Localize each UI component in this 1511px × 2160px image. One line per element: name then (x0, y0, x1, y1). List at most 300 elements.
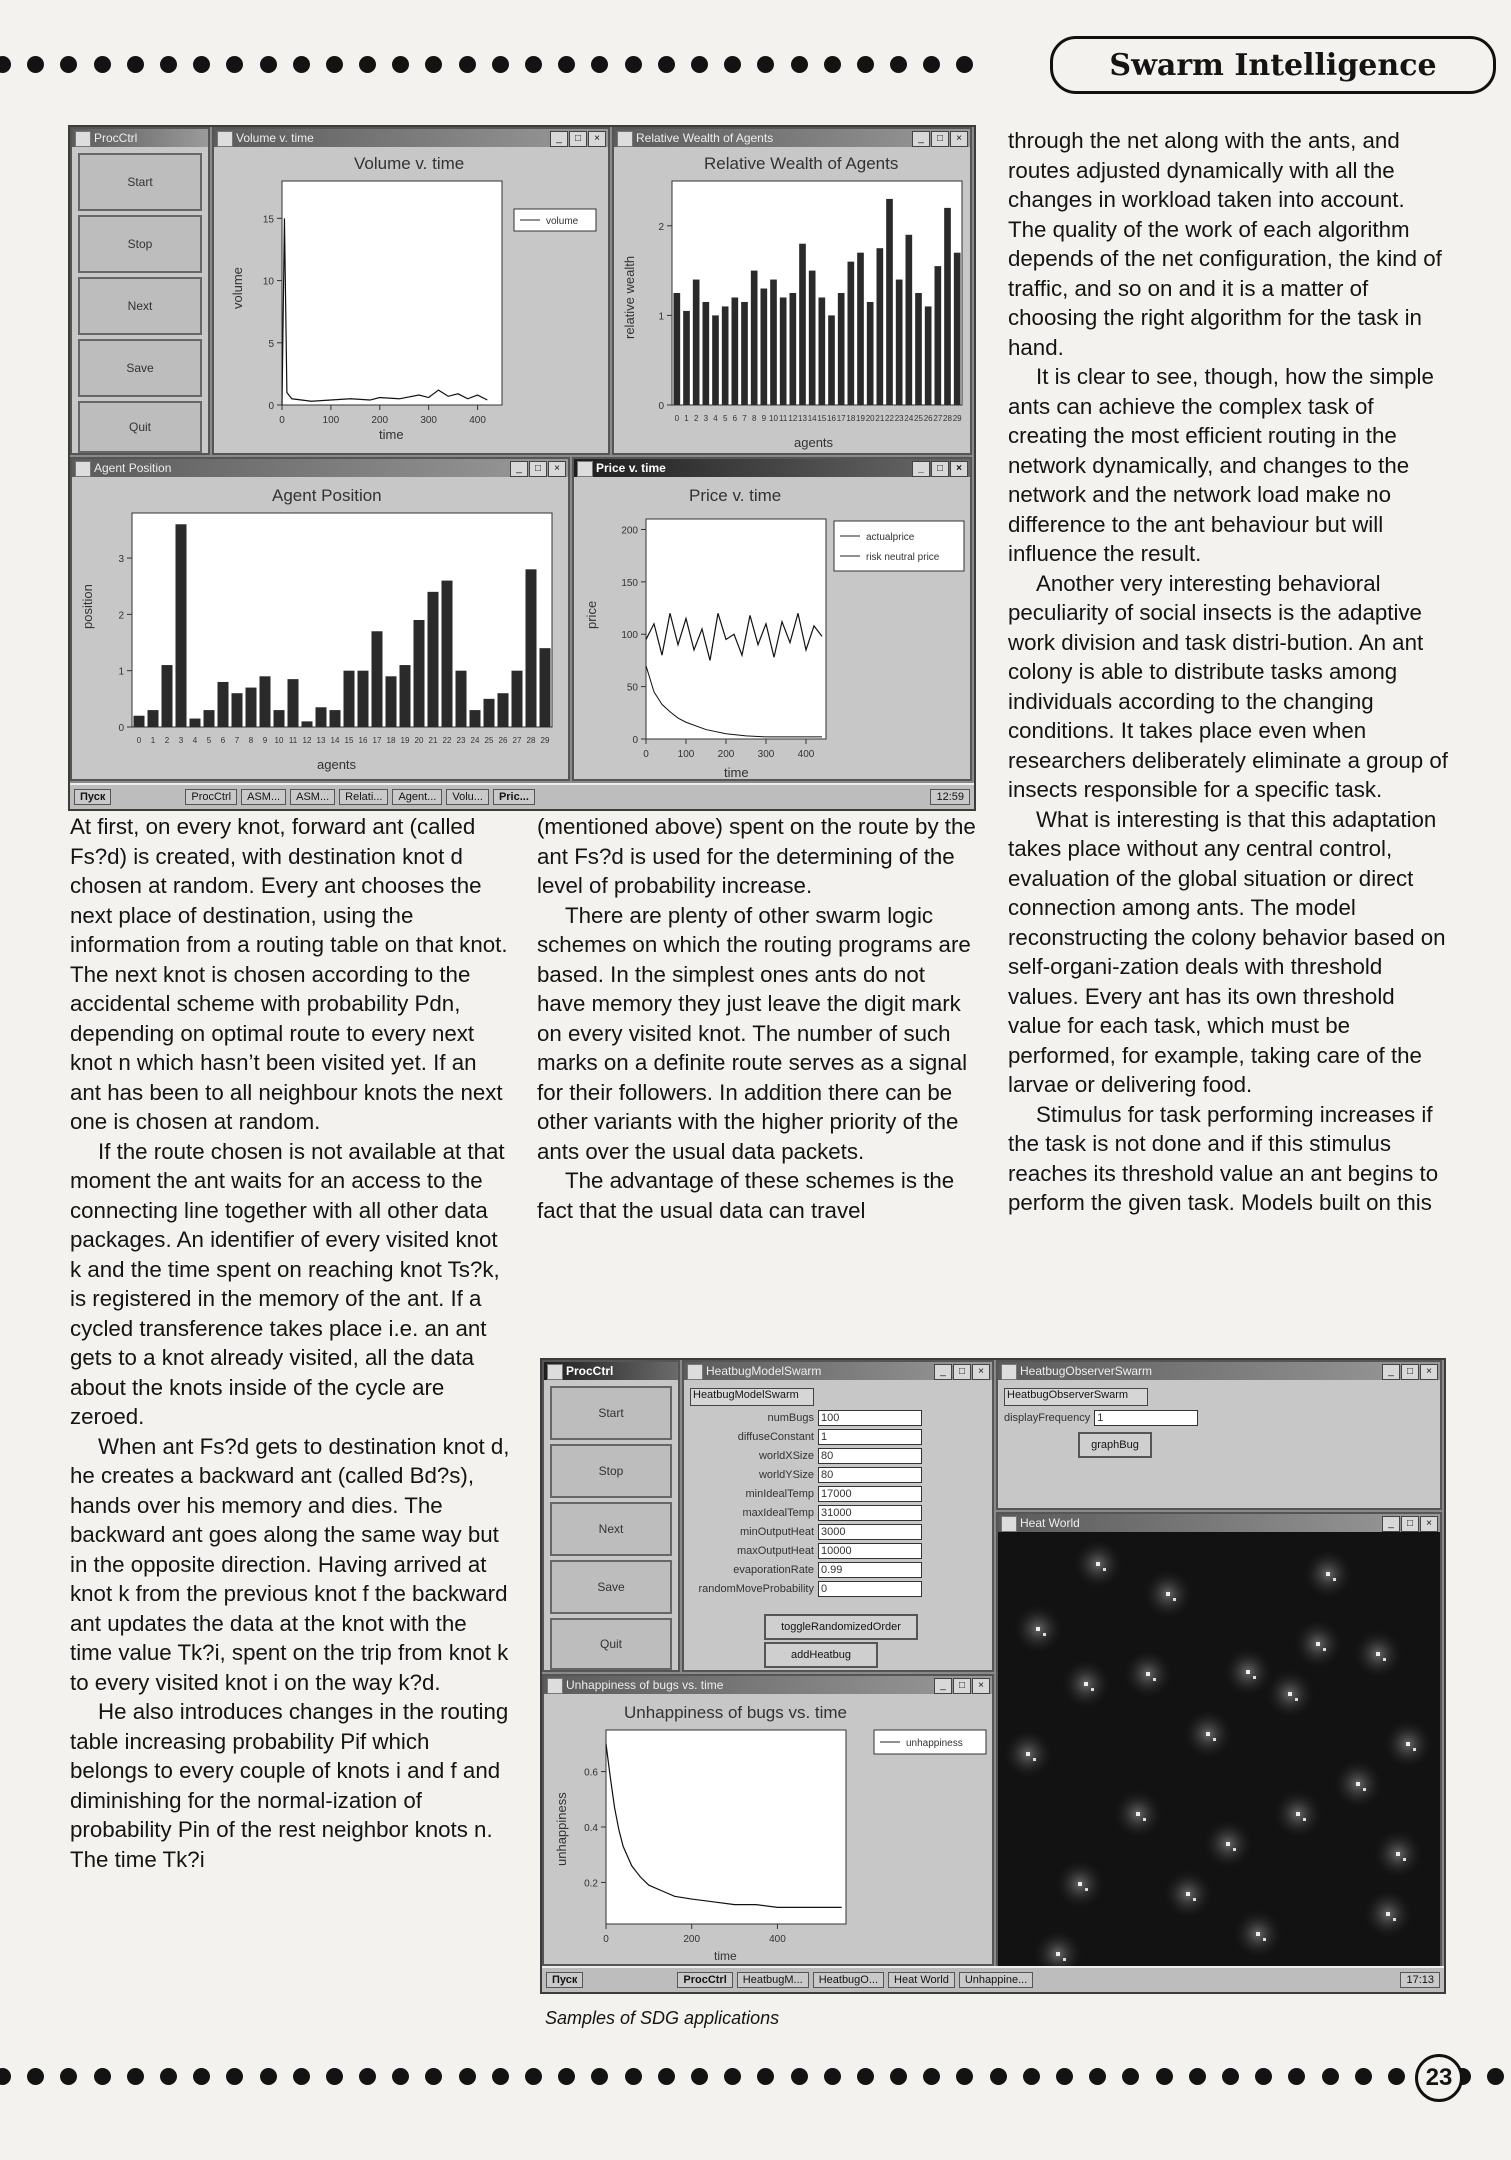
window-title: Agent Position (94, 461, 172, 475)
x-tick-label: 6 (220, 736, 226, 745)
wealth-chart (614, 149, 970, 455)
x-tick-label: 26 (498, 736, 508, 745)
window-title: HeatbugObserverSwarm (1020, 1364, 1153, 1378)
legend-label: risk neutral price (866, 552, 940, 563)
x-tick-label: 6 (732, 414, 738, 423)
field-input[interactable]: 10000 (818, 1543, 922, 1559)
x-tick-label: 16 (827, 414, 836, 423)
heatbug (1136, 1812, 1140, 1816)
heatbug (1153, 1678, 1156, 1681)
decor-dot (724, 56, 741, 73)
taskbar-item[interactable]: ProcCtrl (185, 789, 237, 805)
taskbar-item[interactable]: HeatbugM... (737, 1972, 809, 1988)
bar (386, 676, 397, 727)
heatbug (1288, 1692, 1292, 1696)
window-title: Volume v. time (236, 131, 314, 145)
bar (877, 248, 884, 405)
bar (722, 306, 729, 405)
x-tick-label: 100 (322, 415, 340, 426)
next-button[interactable]: Next (78, 277, 202, 335)
paragraph: It is clear to see, though, how the simple ants can achieve the complex task of creating the most efficient routing in the network dynamically, and changes to the network and the network load make no difference to the ant behaviour but will influence the result. (1008, 364, 1434, 566)
heatbug (1173, 1598, 1176, 1601)
close-icon[interactable]: × (588, 131, 606, 147)
bar (288, 679, 299, 727)
bar (330, 710, 341, 727)
bar (162, 665, 173, 727)
y-tick-label: 200 (621, 525, 638, 537)
minimize-icon[interactable]: _ (1382, 1364, 1400, 1380)
minimize-icon[interactable]: _ (934, 1678, 952, 1694)
y-tick-label: 100 (621, 630, 638, 642)
decor-dot (0, 2068, 11, 2085)
window-title: Heat World (1020, 1516, 1080, 1530)
bar (954, 253, 961, 405)
decor-dot (890, 56, 907, 73)
stop-button[interactable]: Stop (550, 1444, 672, 1498)
window-title: ProcCtrl (566, 1364, 614, 1378)
decor-dot (127, 2068, 144, 2085)
paragraph: through the net along with the ants, and routes adjusted dynamically with all the changes in workload taken into account. The quality of the work of each algorithm depends of the net configuration, the kind of traffic, and so on and it is a matter of choosing the right algorithm for the task in hand. (1008, 128, 1442, 360)
decor-dot (359, 56, 376, 73)
field-input[interactable]: 0 (818, 1581, 922, 1597)
heatbug (1246, 1670, 1250, 1674)
close-icon[interactable]: × (1420, 1516, 1438, 1532)
unhappiness-window (542, 1674, 994, 1966)
x-tick-label: 400 (797, 749, 815, 760)
bar (246, 688, 257, 727)
x-tick-label: 9 (761, 414, 767, 423)
wealth-window (612, 127, 972, 455)
maximize-icon[interactable]: □ (953, 1678, 971, 1694)
maximize-icon[interactable]: □ (931, 131, 949, 147)
x-tick-label: 5 (722, 414, 728, 423)
decor-dot (890, 2068, 907, 2085)
decor-dot (1288, 2068, 1305, 2085)
bar (372, 631, 383, 727)
decor-dot (226, 2068, 243, 2085)
start-button[interactable]: Start (78, 153, 202, 211)
footer-dot-row (0, 2066, 1504, 2086)
bar (190, 719, 201, 727)
window-title: Unhappiness of bugs vs. time (566, 1678, 724, 1692)
heatbug (1085, 1888, 1088, 1891)
bar (498, 693, 509, 727)
field-input[interactable]: 1 (1094, 1410, 1198, 1426)
bar (683, 311, 690, 405)
heatbug (1295, 1698, 1298, 1701)
field-label: randomMoveProbability (698, 1583, 814, 1595)
decor-dot (1255, 2068, 1272, 2085)
taskbar-item[interactable]: Pric... (493, 789, 535, 805)
minimize-icon[interactable]: _ (934, 1364, 952, 1380)
decor-dot (923, 2068, 940, 2085)
y-tick-label: 2 (118, 610, 124, 622)
maximize-icon[interactable]: □ (953, 1364, 971, 1380)
x-tick-label: 19 (400, 736, 410, 745)
x-tick-label: 20 (414, 736, 424, 745)
y-tick-label: 0 (118, 723, 124, 734)
y-tick-label: 50 (626, 682, 638, 694)
minimize-icon[interactable]: _ (912, 461, 930, 477)
decor-dot (459, 2068, 476, 2085)
taskbar-item[interactable]: ASM... (290, 789, 335, 805)
heatbug (1091, 1688, 1094, 1691)
volume-window (212, 127, 610, 455)
x-tick-label: 19 (856, 414, 865, 423)
x-tick-label: 8 (248, 736, 254, 745)
start-menu-button[interactable]: Пуск (74, 789, 111, 805)
heatbug (1406, 1742, 1410, 1746)
x-tick-label: 9 (262, 736, 268, 745)
decor-dot (525, 56, 542, 73)
stop-button[interactable]: Stop (78, 215, 202, 273)
decor-dot (956, 56, 973, 73)
field-input[interactable]: 17000 (818, 1486, 922, 1502)
close-icon[interactable]: × (1420, 1364, 1438, 1380)
y-axis-label: volume (230, 267, 245, 309)
graph-bug-button[interactable]: graphBug (1078, 1432, 1152, 1458)
field-label: diffuseConstant (737, 1431, 814, 1443)
save-button[interactable]: Save (550, 1560, 672, 1614)
x-tick-label: 5 (206, 736, 212, 745)
bar (780, 297, 787, 405)
decor-dot (1355, 2068, 1372, 2085)
decor-dot (127, 56, 144, 73)
bar (886, 199, 893, 405)
unhappiness-chart (544, 1696, 992, 1966)
chart-title: Relative Wealth of Agents (704, 154, 899, 173)
y-tick-label: 0.2 (584, 1878, 598, 1890)
bar (925, 306, 932, 405)
x-tick-label: 27 (933, 414, 943, 423)
decor-dot (293, 2068, 310, 2085)
quit-button[interactable]: Quit (78, 401, 202, 453)
observer-name-field: HeatbugObserverSwarm (1004, 1388, 1148, 1406)
y-tick-label: 0 (268, 401, 274, 412)
decor-dot (658, 2068, 675, 2085)
bar (809, 271, 816, 405)
taskbar (542, 1966, 1444, 1992)
chart-title: Volume v. time (354, 154, 465, 173)
y-tick-label: 5 (268, 338, 274, 350)
taskbar-item[interactable]: Agent... (392, 789, 442, 805)
heatbug (1036, 1627, 1040, 1631)
taskbar-clock: 17:13 (1400, 1972, 1440, 1988)
field-label: numBugs (767, 1412, 814, 1424)
decor-dot (1089, 2068, 1106, 2085)
x-tick-label: 7 (742, 414, 747, 423)
bar (799, 244, 806, 405)
x-tick-label: 200 (683, 1934, 701, 1945)
maximize-icon[interactable]: □ (931, 461, 949, 477)
y-axis-label: relative wealth (622, 255, 637, 339)
bar (414, 620, 425, 727)
y-axis-label: position (80, 584, 95, 629)
taskbar-item[interactable]: HeatbugO... (813, 1972, 884, 1988)
maximize-icon[interactable]: □ (1401, 1516, 1419, 1532)
decor-dot (525, 2068, 542, 2085)
field-input[interactable]: 0.99 (818, 1562, 922, 1578)
agent-position-chart (72, 479, 568, 781)
field-input[interactable]: 100 (818, 1410, 922, 1426)
bar (935, 266, 942, 405)
y-axis-label: price (584, 600, 599, 629)
decor-dot (1023, 2068, 1040, 2085)
bar (857, 253, 864, 405)
decor-dot (857, 2068, 874, 2085)
decor-dot (791, 2068, 808, 2085)
field-input[interactable]: 1 (818, 1429, 922, 1445)
column-right (1008, 126, 1448, 1218)
heatbug (1166, 1592, 1170, 1596)
y-tick-label: 3 (118, 554, 124, 566)
taskbar-item[interactable]: Unhappine... (959, 1972, 1033, 1988)
bar (148, 710, 159, 727)
x-tick-label: 16 (358, 736, 368, 745)
bar (512, 671, 523, 727)
bar (316, 707, 327, 727)
x-tick-label: 15 (344, 736, 354, 745)
field-label: maxIdealTemp (742, 1507, 814, 1519)
x-tick-label: 0 (603, 1934, 609, 1945)
decor-dot (459, 56, 476, 73)
field-input[interactable]: 80 (818, 1467, 922, 1483)
start-button[interactable]: Start (550, 1386, 672, 1440)
x-tick-label: 8 (751, 414, 757, 423)
heatbug (1078, 1882, 1082, 1886)
x-axis-label: time (379, 427, 404, 442)
x-tick-label: 14 (807, 414, 817, 423)
decor-dot (1122, 2068, 1139, 2085)
decor-dot (1322, 2068, 1339, 2085)
bar (693, 280, 700, 405)
decor-dot (757, 2068, 774, 2085)
heatbug (1226, 1842, 1230, 1846)
heatbug (1043, 1633, 1046, 1636)
x-tick-label: 17 (372, 736, 382, 745)
decor-dot (591, 2068, 608, 2085)
bar (944, 208, 951, 405)
decor-dot (392, 56, 409, 73)
column-left (70, 812, 510, 1874)
bar (134, 716, 145, 727)
heatbug (1193, 1898, 1196, 1901)
decor-dot (1156, 2068, 1173, 2085)
bar (703, 302, 710, 405)
bar (400, 665, 411, 727)
paragraph: Another very interesting behavioral peculiarity of social insects is the adaptive work division and task distri-bution. An ant colony is able to distribute tasks among individuals according to the changing conditions. It takes place even when researchers deliberately eliminate a group of insects responsible for a specific task. (1008, 570, 1448, 802)
x-axis-label: time (724, 765, 749, 780)
y-axis-label: unhappiness (554, 1792, 569, 1866)
y-tick-label: 1 (658, 311, 664, 323)
x-tick-label: 23 (894, 414, 904, 423)
heat-world-canvas (998, 1534, 1440, 1990)
decor-dot (956, 2068, 973, 2085)
x-tick-label: 11 (288, 736, 298, 745)
bar (232, 693, 243, 727)
x-tick-label: 7 (234, 736, 240, 745)
decor-dot (625, 2068, 642, 2085)
heatbug (1213, 1738, 1216, 1741)
decor-dot (691, 56, 708, 73)
x-tick-label: 14 (330, 736, 340, 745)
maximize-icon[interactable]: □ (569, 131, 587, 147)
decor-dot (558, 56, 575, 73)
maximize-icon[interactable]: □ (529, 461, 547, 477)
x-tick-label: 0 (674, 414, 680, 423)
y-tick-label: 0.6 (584, 1767, 598, 1779)
field-input[interactable]: 3000 (818, 1524, 922, 1540)
screenshot-stock-market (68, 125, 976, 811)
heatbug (1326, 1572, 1330, 1576)
maximize-icon[interactable]: □ (1401, 1364, 1419, 1380)
bar (442, 581, 453, 727)
decor-dot (857, 56, 874, 73)
x-tick-label: 20 (865, 414, 875, 423)
bar (204, 710, 215, 727)
bar (848, 262, 855, 405)
x-tick-label: 4 (713, 414, 718, 423)
heatbug (1403, 1858, 1406, 1861)
x-tick-label: 25 (484, 736, 494, 745)
x-tick-label: 29 (540, 736, 550, 745)
x-axis-label: agents (794, 435, 834, 450)
bar (770, 280, 777, 405)
bar (428, 592, 439, 727)
bar (540, 648, 551, 727)
volume-chart (214, 149, 608, 455)
start-menu-button[interactable]: Пуск (546, 1972, 583, 1988)
taskbar-item[interactable]: ASM... (241, 789, 286, 805)
heatbug (1303, 1818, 1306, 1821)
close-icon[interactable]: × (972, 1364, 990, 1380)
x-tick-label: 0 (279, 415, 285, 426)
heatbug (1263, 1938, 1266, 1941)
bar (867, 302, 874, 405)
bar (906, 235, 913, 405)
close-icon[interactable]: × (950, 131, 968, 147)
x-tick-label: 17 (836, 414, 846, 423)
decor-dot (326, 56, 343, 73)
heatbug (1356, 1782, 1360, 1786)
x-tick-label: 12 (302, 736, 312, 745)
bar (819, 297, 826, 405)
heatbug (1376, 1652, 1380, 1656)
decor-dot (94, 2068, 111, 2085)
save-button[interactable]: Save (78, 339, 202, 397)
decor-dot (193, 2068, 210, 2085)
minimize-icon[interactable]: _ (912, 131, 930, 147)
bar (456, 671, 467, 727)
y-tick-label: 150 (621, 577, 638, 589)
x-axis-label: agents (317, 757, 357, 772)
proc-ctrl-window (70, 127, 210, 455)
decor-dot (990, 2068, 1007, 2085)
figure-caption: Samples of SDG applications (545, 2008, 780, 2028)
x-tick-label: 22 (442, 736, 452, 745)
x-tick-label: 0 (136, 736, 142, 745)
close-icon[interactable]: × (972, 1678, 990, 1694)
paragraph: Stimulus for task performing increases if the task is not done and if this stimulus reaches its threshold value an ant begins to perform the given task. Models built on this (1008, 1101, 1439, 1215)
x-tick-label: 26 (923, 414, 933, 423)
y-tick-label: 0 (632, 735, 638, 746)
close-icon[interactable]: × (950, 461, 968, 477)
bar (302, 721, 313, 727)
taskbar-clock: 12:59 (930, 789, 970, 805)
bar (751, 271, 758, 405)
bar (526, 569, 537, 727)
legend-label: volume (546, 216, 579, 227)
taskbar-item[interactable]: Heat World (888, 1972, 955, 1988)
decor-dot (425, 56, 442, 73)
paragraph: When ant Fs?d gets to destination knot d, he creates a backward ant (called Bd?s), hands over his memory and dies. The backward ant goes along the same way but in the opposite direction. Having arrived at knot k from the previous knot f the backward ant updates the data at the knot with the time value Tk?i, spent on the trip from knot k to every visited knot i on the way k?d. (70, 1433, 510, 1695)
x-tick-label: 11 (779, 414, 788, 423)
close-icon[interactable]: × (548, 461, 566, 477)
x-tick-label: 24 (470, 736, 480, 745)
minimize-icon[interactable]: _ (510, 461, 528, 477)
decor-dot (359, 2068, 376, 2085)
taskbar-item[interactable]: ProcCtrl (677, 1972, 732, 1988)
taskbar-item[interactable]: Volu... (446, 789, 489, 805)
heatbug (1146, 1672, 1150, 1676)
paragraph: If the route chosen is not available at that moment the ant waits for an access to the connecting line together with all other data packages. An identifier of every visited knot k and the time spent on reaching knot Ts?k, is registered in the memory of the ant. If a cycled transference takes place i.e. an ant gets to a knot already visited, all the data about the knots inside of the cycle are zeroed. (70, 1138, 505, 1429)
field-input[interactable]: 31000 (818, 1505, 922, 1521)
decor-dot (392, 2068, 409, 2085)
heatbug (1323, 1648, 1326, 1651)
page-number: 23 (1415, 2054, 1463, 2102)
decor-dot (260, 56, 277, 73)
x-tick-label: 21 (428, 736, 438, 745)
decor-dot (824, 2068, 841, 2085)
screenshot-heatbugs (540, 1358, 1446, 1994)
decor-dot (1056, 2068, 1073, 2085)
taskbar-item[interactable]: Relati... (339, 789, 388, 805)
minimize-icon[interactable]: _ (550, 131, 568, 147)
x-tick-label: 200 (371, 415, 389, 426)
field-label: evaporationRate (733, 1564, 814, 1576)
chart-title: Unhappiness of bugs vs. time (624, 1703, 848, 1722)
decor-dot (1222, 2068, 1239, 2085)
x-tick-label: 28 (943, 414, 952, 423)
decor-dot (658, 56, 675, 73)
section-title (1050, 36, 1496, 94)
x-axis-label: time (714, 1949, 737, 1963)
field-label: maxOutputHeat (736, 1545, 814, 1557)
field-input[interactable]: 80 (818, 1448, 922, 1464)
decor-dot (27, 56, 44, 73)
decor-dot (193, 56, 210, 73)
paragraph: There are plenty of other swarm logic schemes on which the routing programs are based. In the simplest ones ants do not have memory they just leave the digit mark on every visited knot. The number of such marks on a definite route serves as a signal for their followers. In addition there can be other variants with the higher priority of the ants over the usual data packets. (537, 902, 971, 1164)
x-tick-label: 100 (677, 749, 695, 760)
x-tick-label: 23 (456, 736, 466, 745)
x-tick-label: 18 (386, 736, 396, 745)
heatbug (1056, 1952, 1060, 1956)
x-tick-label: 28 (526, 736, 536, 745)
heatbug (1084, 1682, 1088, 1686)
decor-dot (326, 2068, 343, 2085)
heatbug (1026, 1752, 1030, 1756)
paragraph: At first, on every knot, forward ant (called Fs?d) is created, with destination knot d chosen at random. Every ant chooses the next place of destination, using the information from a routing table on that knot. The next knot is chosen according to the accidental scheme with probability Pdn, depending on optimal route to every next knot n which hasn’t been visited yet. If an ant has been to all neighbour knots the next one is chosen at random. (70, 814, 508, 1134)
x-tick-label: 22 (885, 414, 894, 423)
price-window (572, 457, 972, 781)
next-button[interactable]: Next (550, 1502, 672, 1556)
chart-title: Agent Position (272, 486, 382, 505)
quit-button[interactable]: Quit (550, 1618, 672, 1670)
toggle-randomized-order-button[interactable]: toggleRandomizedOrder (764, 1614, 918, 1640)
add-heatbug-button[interactable]: addHeatbug (764, 1642, 878, 1668)
minimize-icon[interactable]: _ (1382, 1516, 1400, 1532)
bar (674, 293, 681, 405)
